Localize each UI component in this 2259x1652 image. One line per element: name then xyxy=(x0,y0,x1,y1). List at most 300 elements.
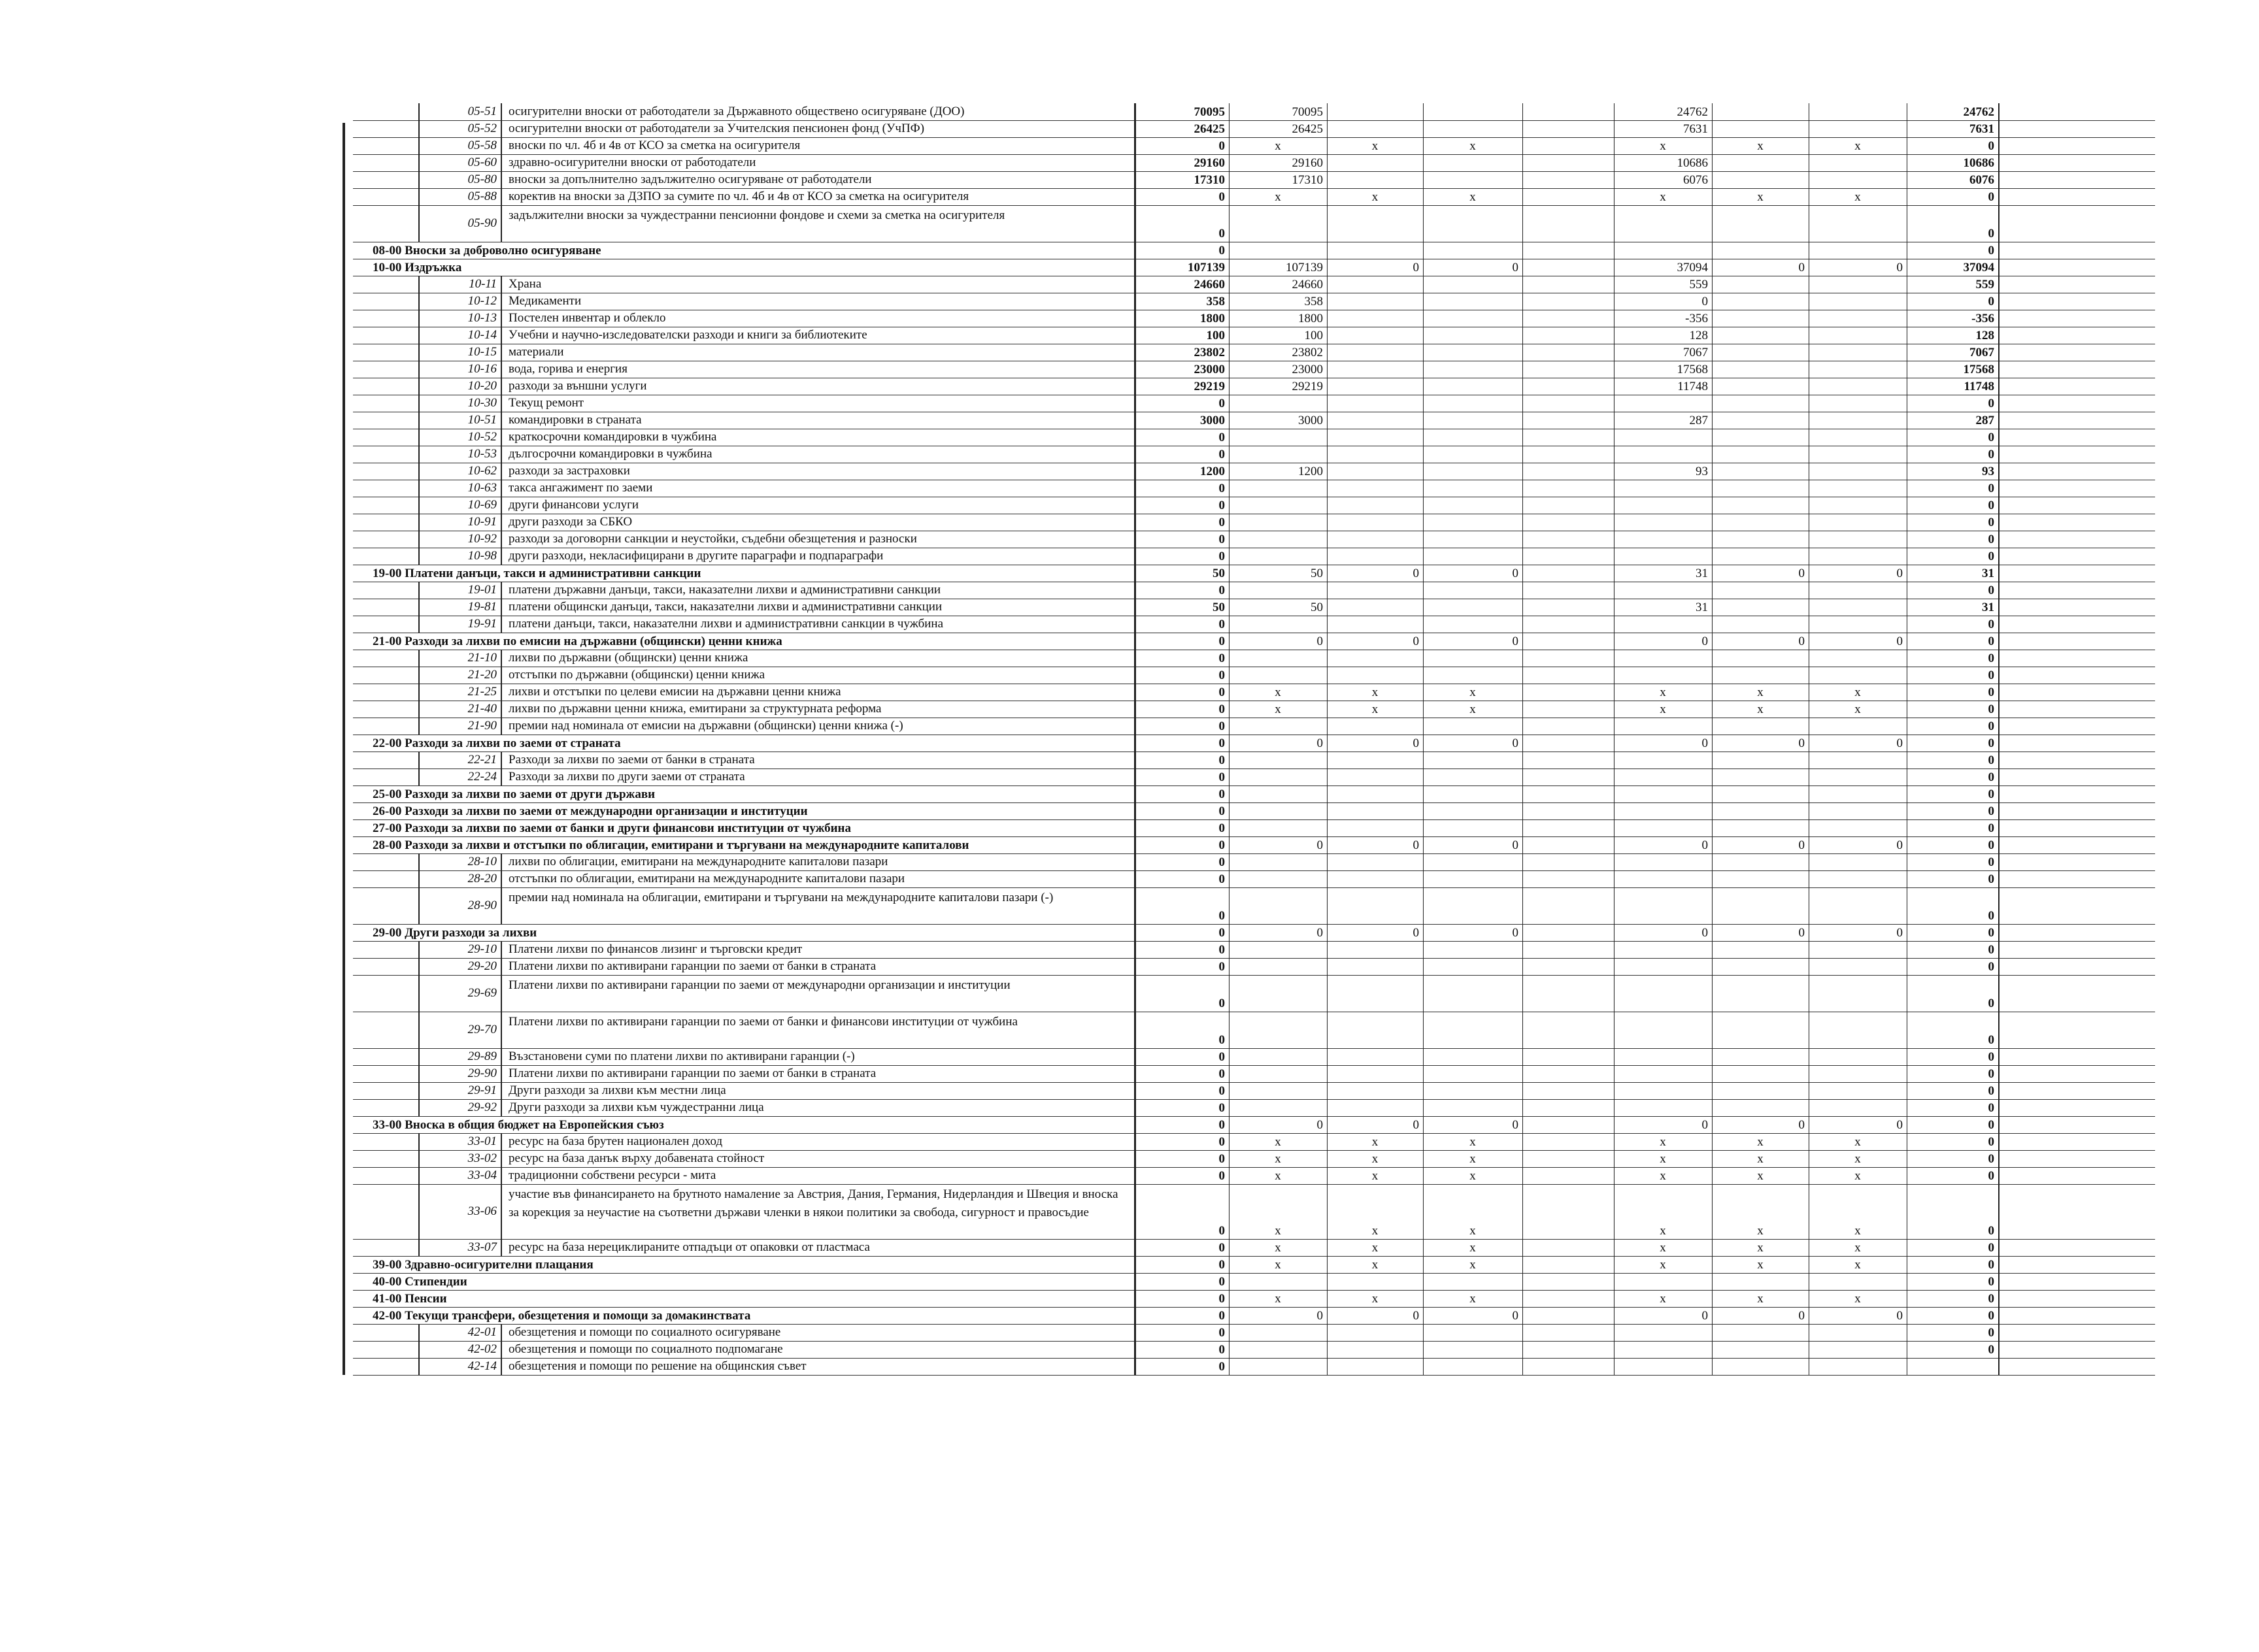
value-cell xyxy=(1423,788,1522,802)
value-cell xyxy=(1229,516,1327,531)
value-cell xyxy=(1423,431,1522,446)
value-cell: x xyxy=(1469,703,1476,716)
grid-line xyxy=(1423,463,1424,480)
grid-line xyxy=(1522,188,1523,205)
budget-value: 50 xyxy=(1213,567,1225,580)
grid-line xyxy=(1614,1307,1615,1324)
value-cell xyxy=(1229,652,1327,667)
value-cell xyxy=(1614,550,1712,565)
total-value: 0 xyxy=(1988,1119,1994,1132)
value-cell: 24762 xyxy=(1677,106,1708,119)
value-cell xyxy=(1423,1102,1522,1116)
value-cell xyxy=(1327,550,1423,565)
row-code: 42-01 xyxy=(418,1324,502,1341)
value-cell: 17568 xyxy=(1677,363,1708,376)
grid-line xyxy=(1229,616,1230,633)
section-title: 08-00 Вноски за доброволно осигуряване xyxy=(373,244,601,257)
grid-line xyxy=(1712,802,1713,819)
budget-value: 0 xyxy=(1218,754,1225,767)
grid-line xyxy=(1712,1012,1713,1048)
section-title: 21-00 Разходи за лихви по емисии на държавни (общински) ценни книжа xyxy=(373,635,782,648)
grid-line xyxy=(1522,463,1523,480)
row-code: 33-07 xyxy=(418,1239,502,1256)
value-cell xyxy=(1614,910,1712,924)
value-cell xyxy=(1809,1361,1907,1375)
table-row xyxy=(353,785,2155,803)
grid-line xyxy=(1229,1290,1230,1307)
value-cell: 0 xyxy=(1798,927,1805,940)
value-cell: x xyxy=(1275,686,1281,699)
grid-line xyxy=(1522,154,1523,171)
table-row xyxy=(353,242,2155,259)
grid-line xyxy=(1614,1341,1615,1358)
value-cell: x xyxy=(1275,1136,1281,1149)
value-cell xyxy=(1712,431,1809,446)
row-name: обезщетения и помощи по решение на общинския съвет xyxy=(509,1359,807,1373)
row-code: 21-40 xyxy=(418,701,502,718)
row-code: 21-20 xyxy=(418,667,502,684)
grid-line xyxy=(1614,171,1615,188)
value-cell xyxy=(1614,244,1712,259)
grid-line xyxy=(1229,1133,1230,1150)
value-cell xyxy=(1327,771,1423,785)
grid-line xyxy=(1134,1290,1136,1307)
grid-line xyxy=(1614,103,1615,120)
budget-value: 0 xyxy=(1218,1310,1225,1323)
row-name: вноски по чл. 4б и 4в от КСО за сметка на осигурителя xyxy=(509,139,801,152)
grid-line xyxy=(1614,1133,1615,1150)
grid-line xyxy=(1423,924,1424,941)
row-code: 05-60 xyxy=(418,154,502,171)
grid-line xyxy=(1327,327,1328,344)
grid-line xyxy=(1998,378,2000,395)
grid-line xyxy=(1134,941,1136,958)
grid-line xyxy=(1712,412,1713,429)
grid-line xyxy=(1423,293,1424,310)
value-cell: x xyxy=(1371,703,1379,716)
value-cell xyxy=(1712,295,1809,310)
grid-line xyxy=(1229,310,1230,327)
table-row xyxy=(353,378,2155,395)
value-cell: x xyxy=(1757,1293,1764,1306)
value-cell xyxy=(1712,1361,1809,1375)
grid-line xyxy=(1614,531,1615,548)
grid-line xyxy=(1423,1184,1424,1239)
budget-value: 0 xyxy=(1218,873,1225,886)
grid-line xyxy=(1327,684,1328,701)
grid-line xyxy=(1423,1341,1424,1358)
value-cell xyxy=(1712,278,1809,293)
value-cell xyxy=(1712,516,1809,531)
budget-value: 0 xyxy=(1218,1259,1225,1272)
value-cell xyxy=(1712,1085,1809,1099)
grid-line xyxy=(1327,701,1328,718)
grid-line xyxy=(1998,650,2000,667)
section-title: 33-00 Вноска в общия бюджет на Европейския съюз xyxy=(373,1119,664,1132)
grid-line xyxy=(1522,548,1523,565)
grid-line xyxy=(1712,1167,1713,1184)
grid-line xyxy=(1423,1324,1424,1341)
budget-value: 0 xyxy=(1218,805,1225,818)
table-row xyxy=(353,531,2155,548)
grid-line xyxy=(1614,958,1615,975)
budget-value: 0 xyxy=(1218,533,1225,546)
value-cell xyxy=(1614,1361,1712,1375)
value-cell xyxy=(1327,431,1423,446)
row-name: такса ангажимент по заеми xyxy=(509,481,653,495)
grid-line xyxy=(1423,836,1424,853)
value-cell: 128 xyxy=(1689,329,1708,342)
grid-line xyxy=(1134,565,1136,582)
value-cell xyxy=(1712,157,1809,171)
value-cell: 0 xyxy=(1512,839,1518,852)
grid-line xyxy=(1614,378,1615,395)
value-cell: 0 xyxy=(1413,635,1419,648)
value-cell: x xyxy=(1757,1153,1764,1166)
table-row xyxy=(353,446,2155,463)
grid-line xyxy=(1134,1358,1136,1375)
value-cell xyxy=(1229,550,1327,565)
value-cell: x xyxy=(1854,686,1861,699)
value-cell xyxy=(1809,601,1907,616)
value-cell xyxy=(1229,397,1327,412)
grid-line xyxy=(1614,293,1615,310)
grid-line xyxy=(1229,120,1230,137)
grid-line xyxy=(1522,412,1523,429)
total-value: 0 xyxy=(1988,771,1994,784)
grid-line xyxy=(1134,480,1136,497)
value-cell xyxy=(1423,244,1522,259)
grid-line xyxy=(1327,836,1328,853)
value-cell xyxy=(1327,1068,1423,1082)
budget-value: 0 xyxy=(1218,961,1225,974)
value-cell xyxy=(1327,856,1423,870)
grid-line xyxy=(1522,120,1523,137)
value-cell xyxy=(1712,1327,1809,1341)
total-value: 0 xyxy=(1988,1310,1994,1323)
row-name: участие във финансирането на брутното намаление за Австрия, Дания, Германия, Нидерландия и Швеция и вноска за корекция за неучастие на съответни държави членки в някои политики за свобода, сигурност и правосъдие xyxy=(509,1187,1118,1219)
value-cell: 31 xyxy=(1696,567,1708,580)
grid-line xyxy=(1134,497,1136,514)
value-cell: 0 xyxy=(1316,635,1323,648)
value-cell xyxy=(1423,157,1522,171)
grid-line xyxy=(1134,361,1136,378)
row-name: лихви по държавни (общински) ценни книжа xyxy=(509,651,748,665)
grid-line xyxy=(1423,548,1424,565)
table-row xyxy=(353,768,2155,786)
grid-line xyxy=(1229,1012,1230,1048)
grid-line xyxy=(1522,1099,1523,1116)
total-value: 0 xyxy=(1988,448,1994,461)
grid-line xyxy=(1614,633,1615,650)
value-cell xyxy=(1229,873,1327,887)
grid-line xyxy=(1522,1307,1523,1324)
value-cell xyxy=(1712,346,1809,361)
grid-line xyxy=(1229,975,1230,1012)
value-cell: x xyxy=(1275,140,1281,153)
value-cell xyxy=(1423,584,1522,599)
grid-line xyxy=(1998,718,2000,735)
value-cell xyxy=(1712,227,1809,242)
value-cell: x xyxy=(1371,191,1379,204)
grid-line xyxy=(1522,1273,1523,1290)
grid-line xyxy=(1134,667,1136,684)
grid-line xyxy=(1614,1116,1615,1133)
value-cell xyxy=(1423,346,1522,361)
value-cell: x xyxy=(1660,1136,1666,1149)
grid-line xyxy=(1134,1012,1136,1048)
value-cell: 0 xyxy=(1316,737,1323,750)
grid-line xyxy=(1712,154,1713,171)
grid-line xyxy=(1712,310,1713,327)
value-cell xyxy=(1229,482,1327,497)
grid-line xyxy=(1423,941,1424,958)
budget-value: 0 xyxy=(1218,635,1225,648)
grid-line xyxy=(1423,361,1424,378)
grid-line xyxy=(1998,701,2000,718)
total-value: 0 xyxy=(1988,856,1994,869)
value-cell xyxy=(1809,1102,1907,1116)
budget-value: 0 xyxy=(1218,191,1225,204)
grid-line xyxy=(1522,361,1523,378)
value-cell xyxy=(1712,584,1809,599)
budget-value: 0 xyxy=(1218,227,1225,240)
grid-line xyxy=(1134,1133,1136,1150)
row-code: 05-52 xyxy=(418,120,502,137)
grid-line xyxy=(1134,531,1136,548)
value-cell xyxy=(1712,720,1809,735)
grid-line xyxy=(1614,1239,1615,1256)
budget-value: 24660 xyxy=(1194,278,1225,291)
grid-line xyxy=(1522,1133,1523,1150)
row-name: лихви по облигации, емитирани на международните капиталови пазари xyxy=(509,855,888,868)
value-cell xyxy=(1423,805,1522,819)
grid-line xyxy=(1522,242,1523,259)
value-cell: 358 xyxy=(1304,295,1323,308)
value-cell xyxy=(1229,1051,1327,1065)
value-cell: x xyxy=(1757,1170,1764,1183)
value-cell: 93 xyxy=(1696,465,1708,478)
grid-line xyxy=(1614,941,1615,958)
grid-line xyxy=(1614,446,1615,463)
value-cell: x xyxy=(1660,703,1666,716)
value-cell xyxy=(1229,1102,1327,1116)
row-name: отстъпки по държавни (общински) ценни книжа xyxy=(509,668,765,682)
grid-line xyxy=(1229,1273,1230,1290)
grid-line xyxy=(1229,205,1230,242)
grid-line xyxy=(1423,1290,1424,1307)
value-cell xyxy=(1327,754,1423,768)
value-cell: x xyxy=(1469,686,1476,699)
grid-line xyxy=(1134,548,1136,565)
value-cell xyxy=(1712,244,1809,259)
grid-line xyxy=(1229,463,1230,480)
row-name: други разходи за СБКО xyxy=(509,515,633,529)
grid-line xyxy=(1522,378,1523,395)
value-cell xyxy=(1327,499,1423,514)
table-row xyxy=(353,735,2155,752)
grid-line xyxy=(1327,599,1328,616)
row-code: 10-91 xyxy=(418,514,502,531)
value-cell xyxy=(1229,1344,1327,1358)
value-cell: 0 xyxy=(1316,1310,1323,1323)
grid-line xyxy=(1522,1116,1523,1133)
total-value: 7067 xyxy=(1969,346,1994,359)
value-cell: 0 xyxy=(1512,1119,1518,1132)
value-cell xyxy=(1327,329,1423,344)
total-value: 0 xyxy=(1988,1344,1994,1357)
grid-line xyxy=(1423,1358,1424,1375)
grid-line xyxy=(1229,941,1230,958)
grid-line xyxy=(1522,259,1523,276)
total-value: 0 xyxy=(1988,295,1994,308)
row-name: Медикаменти xyxy=(509,294,582,308)
grid-line xyxy=(1614,785,1615,802)
row-name: Платени лихви по активирани гаранции по заеми от банки в страната xyxy=(509,959,877,973)
grid-line xyxy=(1998,1290,2000,1307)
value-cell xyxy=(1712,873,1809,887)
total-value: 0 xyxy=(1988,1276,1994,1289)
grid-line xyxy=(1423,1048,1424,1065)
value-cell xyxy=(1423,1034,1522,1048)
total-value: 0 xyxy=(1988,1327,1994,1340)
row-code: 29-10 xyxy=(418,941,502,958)
grid-line xyxy=(1229,768,1230,785)
budget-value: 0 xyxy=(1218,584,1225,597)
table-row xyxy=(353,1324,2155,1342)
table-row xyxy=(353,565,2155,582)
row-name: обезщетения и помощи по социалното подпомагане xyxy=(509,1342,783,1356)
grid-line xyxy=(1134,259,1136,276)
row-code: 10-63 xyxy=(418,480,502,497)
value-cell xyxy=(1423,329,1522,344)
row-name: ресурс на база данък върху добавената стойност xyxy=(509,1151,765,1165)
grid-line xyxy=(1998,1184,2000,1239)
grid-line xyxy=(1522,171,1523,188)
value-cell xyxy=(1614,873,1712,887)
grid-line xyxy=(1423,735,1424,752)
value-cell xyxy=(1614,754,1712,768)
total-value: 559 xyxy=(1975,278,1994,291)
grid-line xyxy=(1712,1341,1713,1358)
table-row xyxy=(353,497,2155,514)
table-row xyxy=(353,361,2155,378)
budget-value: 0 xyxy=(1218,1085,1225,1098)
value-cell xyxy=(1809,873,1907,887)
value-cell: 559 xyxy=(1689,278,1708,291)
total-value: 7631 xyxy=(1969,123,1994,136)
grid-line xyxy=(1327,310,1328,327)
value-cell: 0 xyxy=(1896,737,1903,750)
grid-line xyxy=(1229,1358,1230,1375)
grid-line xyxy=(1712,361,1713,378)
section-title: 42-00 Текущи трансфери, обезщетения и помощи за домакинствата xyxy=(373,1310,751,1323)
value-cell xyxy=(1229,1034,1327,1048)
grid-line xyxy=(1327,361,1328,378)
grid-line xyxy=(1134,975,1136,1012)
value-cell xyxy=(1809,1085,1907,1099)
grid-line xyxy=(1614,853,1615,870)
value-cell xyxy=(1809,499,1907,514)
row-name: разходи за застраховки xyxy=(509,464,630,478)
value-cell: x xyxy=(1469,1170,1476,1183)
value-cell xyxy=(1614,482,1712,497)
total-value: 0 xyxy=(1988,686,1994,699)
row-code: 33-04 xyxy=(418,1167,502,1184)
value-cell xyxy=(1809,618,1907,633)
value-cell xyxy=(1327,601,1423,616)
table-row xyxy=(353,1341,2155,1359)
grid-line xyxy=(1327,531,1328,548)
grid-line xyxy=(1327,975,1328,1012)
value-cell xyxy=(1327,822,1423,836)
budget-value: 0 xyxy=(1218,703,1225,716)
grid-line xyxy=(1229,446,1230,463)
grid-line xyxy=(1134,1082,1136,1099)
grid-line xyxy=(1712,531,1713,548)
value-cell xyxy=(1712,465,1809,480)
table-row xyxy=(353,171,2155,189)
budget-value: 0 xyxy=(1218,822,1225,835)
value-cell xyxy=(1327,533,1423,548)
grid-line xyxy=(1134,684,1136,701)
value-cell xyxy=(1614,1276,1712,1290)
grid-line xyxy=(1423,616,1424,633)
grid-line xyxy=(1712,1273,1713,1290)
grid-line xyxy=(1614,975,1615,1012)
grid-line xyxy=(1134,1273,1136,1290)
value-cell: 0 xyxy=(1413,927,1419,940)
total-value: 0 xyxy=(1988,822,1994,835)
table-row xyxy=(353,633,2155,650)
grid-line xyxy=(1423,429,1424,446)
grid-line xyxy=(1712,1184,1713,1239)
budget-value: 50 xyxy=(1213,601,1225,614)
row-name: Разходи за лихви по други заеми от страната xyxy=(509,770,745,784)
grid-line xyxy=(1327,1184,1328,1239)
grid-line xyxy=(1998,633,2000,650)
grid-line xyxy=(1712,293,1713,310)
value-cell xyxy=(1327,1361,1423,1375)
grid-line xyxy=(1614,1048,1615,1065)
total-value: 0 xyxy=(1988,1153,1994,1166)
value-cell: 0 xyxy=(1701,737,1708,750)
row-name: премии над номинала от емисии на държавни (общински) ценни книжа (-) xyxy=(509,719,903,733)
total-value: 0 xyxy=(1988,1170,1994,1183)
grid-line xyxy=(1522,497,1523,514)
grid-line xyxy=(1229,514,1230,531)
table-row xyxy=(353,1307,2155,1325)
grid-line xyxy=(1423,1082,1424,1099)
value-cell xyxy=(1712,788,1809,802)
row-code: 10-98 xyxy=(418,548,502,565)
grid-line xyxy=(1423,853,1424,870)
grid-line xyxy=(1423,120,1424,137)
value-cell: x xyxy=(1469,1293,1476,1306)
row-code: 10-52 xyxy=(418,429,502,446)
value-cell: x xyxy=(1371,140,1379,153)
value-cell: 0 xyxy=(1512,927,1518,940)
row-code: 42-14 xyxy=(418,1358,502,1375)
total-value: 0 xyxy=(1988,482,1994,495)
row-code: 29-69 xyxy=(418,975,502,1012)
value-cell xyxy=(1614,944,1712,958)
row-name: лихви по държавни ценни книжа, емитирани за структурната реформа xyxy=(509,702,882,716)
grid-line xyxy=(1423,802,1424,819)
budget-value: 0 xyxy=(1218,1153,1225,1166)
total-value: 0 xyxy=(1988,1068,1994,1081)
grid-line xyxy=(1522,1048,1523,1065)
